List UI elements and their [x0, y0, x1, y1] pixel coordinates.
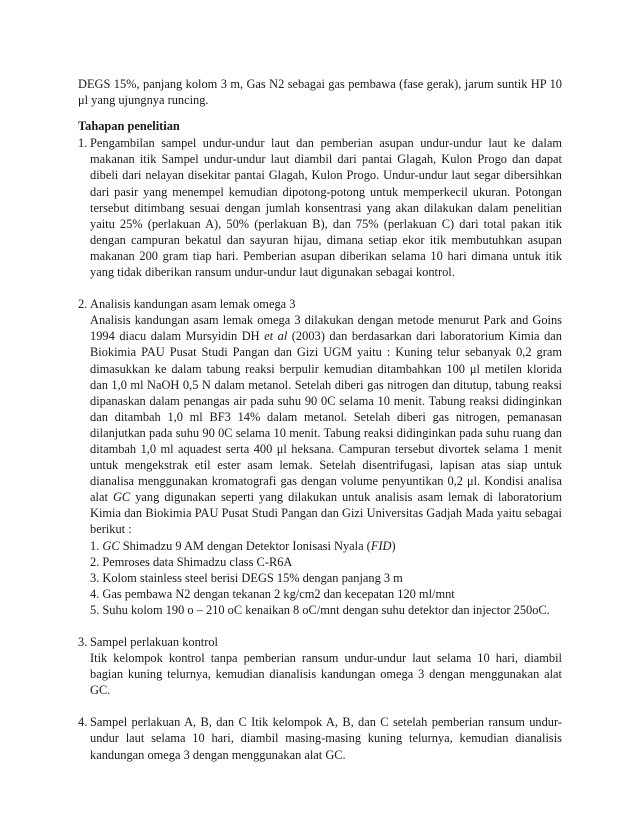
condition-item: 5. Suhu kolom 190 o – 210 oC kenaikan 8 oC/mnt dengan suhu detektor dan injector 250oC.: [90, 602, 550, 617]
conditions-list: [90, 538, 562, 618]
condition-item: 4. Gas pembawa N2 dengan tekanan 2 kg/cm2 dan kecepatan 120 ml/mnt: [90, 586, 455, 601]
step-text: Sampel perlakuan A, B, dan C Itik kelompok A, B, dan C setelah pemberian ransum undur-undur laut selama 10 hari, diambil masing-masing kuning telurnya, kemudian dianalisis kandungan omega 3 dengan menggunakan alat GC.: [90, 715, 562, 762]
step-item-2: [78, 296, 562, 618]
step-text-part: (2003) dan berdasarkan dari laboratorium Kimia dan Biokimia PAU Pusat Studi Pangan dan Gizi UGM yaitu : Kuning telur sebanyak 0,2 gram dimasukkan ke dalam tabung reaksi berpulir kemudian ditambahkan 100 μl metilen klorida dan 1,0 ml NaOH 0,5 N dalam metanol. Setelah diberi gas nitrogen dan ditutup, tabung reaksi dipanaskan dalam penangas air pada suhu 90 0C selama 10 menit. Tabung reaksi didinginkan dan ditambah 1,0 ml BF3 14% dalam metanol. Setelah diberi gas nitrogen, pemanasan dilanjutkan pada suhu 90 0C selama 10 menit. Tabung reaksi didinginkan pada suhu ruang dan ditambah 1,0 ml aquadest serta 400 μl heksana. Campuran tersebut divortek selama 1 menit untuk mengekstrak etil ester asam lemak. Setelah disentrifugasi, lapisan atas siap untuk dianalisa menggunakan kromatografi gas dengan volume penyuntikan 0,2 μl. Kondisi analisa alat: [90, 329, 562, 505]
step-text: Pengambilan sampel undur-undur laut dan pemberian asupan undur-undur laut ke dalam makanan itik Sampel undur-undur laut diambil dari pantai Glagah, Kulon Progo dan dapat dibeli dari nelayan disekitar pantai Glagah, Kulon Progo. Undur-undur laut segar dibersihkan dari pasir yang menempel kemudian dipotong-potong untuk memperkecil ukuran. Potongan tersebut ditimbang sesuai dengan jumlah konsentrasi yang akan dilakukan dalam penelitian yaitu 25% (perlakuan A), 50% (perlakuan B), dan 75% (perlakuan C) dari total pakan itik dengan campuran bekatul dan sayuran hijau, dimana setiap ekor itik membutuhkan asupan makanan 200 gram tiap hari. Pemberian asupan diberikan selama 10 hari dimana untuk itik yang tidak diberikan ransum undur-undur laut digunakan sebagai kontrol.: [90, 136, 562, 280]
gc-italic: GC: [112, 490, 131, 505]
step-number: 4.: [78, 715, 88, 730]
document-page: [78, 76, 562, 763]
condition-item: 3. Kolom stainless steel berisi DEGS 15% dengan panjang 3 m: [90, 570, 403, 585]
step-title: Analisis kandungan asam lemak omega 3: [90, 297, 296, 312]
gc-italic: GC: [102, 538, 120, 553]
condition-prefix: 1.: [90, 538, 103, 553]
steps-list: [78, 135, 562, 762]
intro-paragraph: DEGS 15%, panjang kolom 3 m, Gas N2 sebagai gas pembawa (fase gerak), jarum suntik HP 10 μl yang ujungnya runcing.: [78, 77, 562, 108]
step-number: 3.: [78, 635, 88, 649]
step-number: 2.: [78, 297, 88, 312]
condition-item: [90, 538, 562, 554]
step-text: Itik kelompok kontrol tanpa pemberian ransum undur-undur laut selama 10 hari, diambil bagian kuning telurnya, kemudian dianalisis kandungan omega 3 dengan menggunakan alat GC.: [90, 651, 562, 698]
step-title: Sampel perlakuan kontrol: [90, 635, 219, 649]
step-item-3: [78, 634, 562, 698]
condition-item: 2. Pemroses data Shimadzu class C-R6A: [90, 554, 293, 569]
step-number: 1.: [78, 136, 88, 151]
etal-italic: et al: [264, 329, 288, 344]
condition-text: Shimadzu 9 AM dengan Detektor Ionisasi Nyala (: [119, 538, 371, 553]
section-heading: Tahapan penelitian: [78, 119, 180, 134]
step-text-part: yang digunakan seperti yang dilakukan untuk analisis asam lemak di laboratorium Kimia dan Biokimia PAU Pusat Studi Pangan dan Gizi Universitas Gadjah Mada yaitu sebagai berikut :: [90, 490, 563, 537]
step-text-part: Analisis kandungan asam lemak omega 3 dilakukan dengan metode menurut Park and Goins 1994 diacu dalam Mursyidin DH: [90, 313, 562, 344]
fid-italic: FID: [370, 538, 392, 553]
step-item-1: [78, 135, 562, 280]
step-text: [90, 312, 562, 537]
step-item-4: [78, 714, 562, 762]
condition-suffix: ): [391, 538, 396, 553]
